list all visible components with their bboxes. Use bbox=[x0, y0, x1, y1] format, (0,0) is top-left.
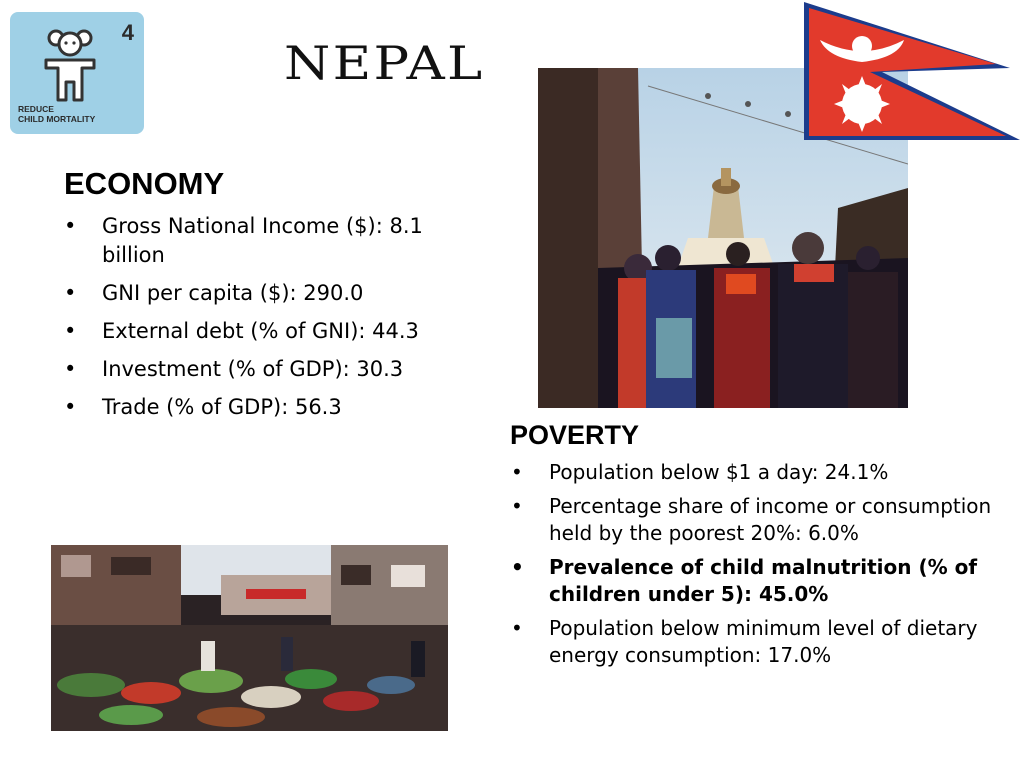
bullet-icon: • bbox=[64, 395, 77, 419]
bullet-icon: • bbox=[64, 319, 77, 343]
list-item bbox=[511, 459, 1001, 486]
child-figure-icon bbox=[42, 26, 112, 106]
bullet-icon: • bbox=[511, 616, 523, 640]
poverty-item-income-share: Percentage share of income or consumption held by the poorest 20%: 6.0% bbox=[549, 494, 992, 545]
bullet-icon: • bbox=[511, 460, 523, 484]
bullet-icon: • bbox=[64, 357, 77, 381]
bullet-icon: • bbox=[511, 494, 523, 518]
goal-number: 4 bbox=[121, 20, 134, 45]
economy-item-investment: Investment (% of GDP): 30.3 bbox=[102, 357, 404, 381]
list-item bbox=[64, 317, 464, 346]
nepal-flag bbox=[800, 0, 1024, 142]
poverty-heading: POVERTY bbox=[510, 420, 640, 450]
list-item bbox=[511, 554, 1001, 608]
economy-list bbox=[64, 212, 464, 431]
list-item bbox=[64, 355, 464, 384]
list-item bbox=[64, 393, 464, 422]
bullet-icon: • bbox=[64, 281, 77, 305]
goal-caption-line1: REDUCE bbox=[18, 104, 54, 114]
list-item bbox=[64, 212, 464, 270]
goal-caption-line2: CHILD MORTALITY bbox=[18, 114, 96, 124]
economy-heading: ECONOMY bbox=[64, 166, 225, 201]
poverty-item-below-1-dollar: Population below $1 a day: 24.1% bbox=[549, 460, 889, 484]
mdg-goal-badge bbox=[10, 12, 144, 134]
market-photo bbox=[51, 545, 448, 731]
list-item bbox=[511, 615, 1001, 669]
economy-item-trade: Trade (% of GDP): 56.3 bbox=[102, 395, 342, 419]
bullet-icon: • bbox=[64, 214, 77, 238]
goal-caption bbox=[18, 104, 138, 124]
economy-item-gni-per-capita: GNI per capita ($): 290.0 bbox=[102, 281, 364, 305]
poverty-item-dietary-energy: Population below minimum level of dietary energy consumption: 17.0% bbox=[549, 616, 978, 667]
slide-title: NEPAL bbox=[284, 36, 485, 90]
economy-item-external-debt: External debt (% of GNI): 44.3 bbox=[102, 319, 419, 343]
poverty-item-malnutrition: Prevalence of child malnutrition (% of children under 5): 45.0% bbox=[549, 555, 978, 606]
list-item bbox=[64, 279, 464, 308]
list-item bbox=[511, 493, 1001, 547]
economy-item-gni: Gross National Income ($): 8.1 billion bbox=[102, 214, 423, 267]
bullet-icon: • bbox=[511, 555, 524, 579]
poverty-list bbox=[511, 459, 1001, 676]
